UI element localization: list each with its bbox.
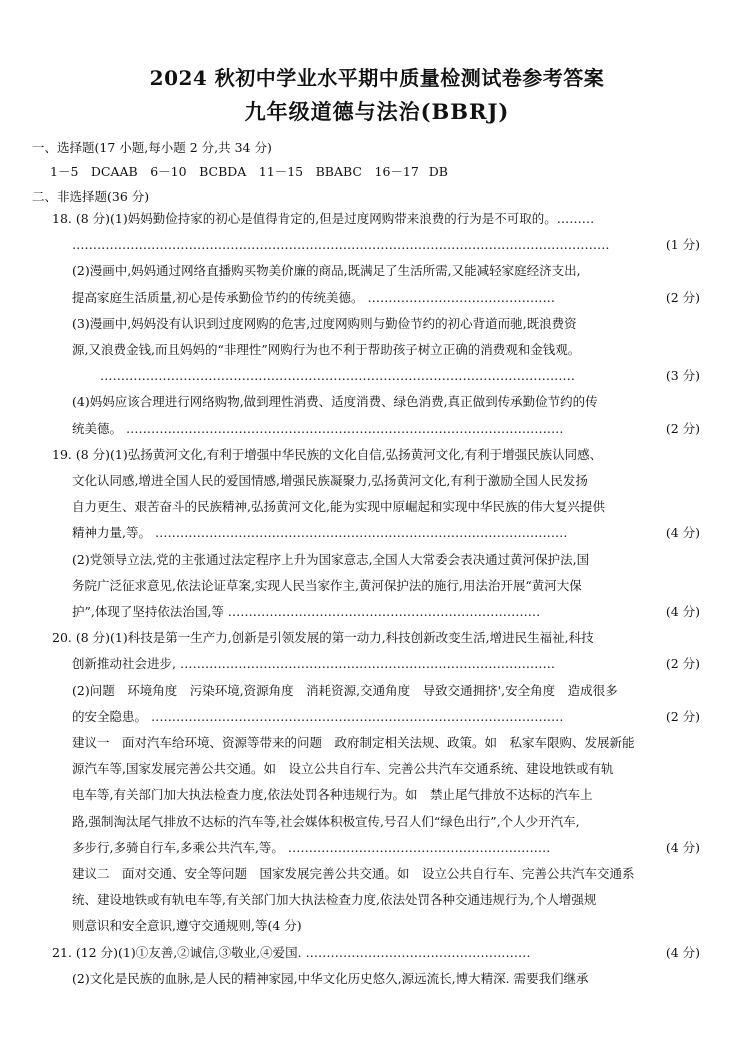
answer-text: (2)文化是民族的血脉,是人民的精神家园,中华文化历史悠久,源远流长,博大精深. 需要我们继承 — [72, 970, 589, 986]
answer-line — [52, 625, 700, 651]
answer-text: 统美德。 …………………………………………………………………………………………… — [72, 420, 564, 436]
answer-line — [72, 756, 700, 782]
answer-line — [72, 651, 700, 677]
answer-text: 源汽车等,国家发展完善公共交通。如 设立公共自行车、完善公共汽车交通系统、建设地铁或有轨 — [72, 761, 614, 777]
answer-text: 21. (12 分)(1)①友善,②诚信,③敬业,④爱国. ……………………………………………… — [52, 944, 531, 960]
answer-line — [72, 547, 700, 573]
answer-line — [72, 520, 700, 546]
answer-text: 自力更生、艰苦奋斗的民族精神,弘扬黄河文化,能为实现中原崛起和实现中华民族的伟大复兴提供 — [72, 499, 605, 515]
answer-text: 创新推动社会进步, ……………………………………………………………………………… — [72, 656, 555, 672]
answer-line — [72, 809, 700, 835]
score-label: (2 分) — [664, 704, 700, 730]
answer-text: 文化认同感,增进全国人民的爱国情感,增强民族凝聚力,弘扬黄河文化,有利于激励全国人民发扬 — [72, 473, 588, 488]
section-nonchoice-heading: 二、非选择题(36 分) — [32, 189, 150, 204]
score-label: (4 分) — [664, 835, 700, 861]
answer-line — [100, 363, 700, 389]
score-label: (2 分) — [664, 285, 700, 311]
answer-line — [72, 730, 700, 756]
answer-line — [72, 389, 700, 415]
answer-text: 精神力量,等。 ……………………………………………………………………………………… — [72, 525, 568, 541]
score-label: (2 分) — [664, 416, 700, 442]
answer-line — [52, 206, 700, 232]
answer-text: 统、建设地铁或有轨电车等,有关部门加大执法检查力度,依法处罚各种交通违规行为,个人增强规 — [72, 892, 597, 908]
answer-line — [72, 232, 700, 258]
answer-text: 20. (8 分)(1)科技是第一生产力,创新是引领发展的第一动力,科技创新改变生活,增进民生福祉,科技 — [52, 630, 594, 646]
answer-text: 建议二 面对交通、安全等问题 国家发展完善公共交通。如 设立公共自行车、完善公共汽车交通系 — [72, 866, 635, 881]
answer-text: …………………………………………………………………………………………………… — [100, 368, 575, 384]
answer-line — [72, 861, 700, 887]
answer-line — [72, 835, 700, 861]
answer-text: 提高家庭生活质量,初心是传承勤俭节约的传统美德。 ……………………………………… — [72, 289, 555, 305]
page-subtitle: 九年级道德与法治(BBRJ) — [244, 99, 510, 124]
answer-line — [72, 573, 700, 599]
page-title: 2024 秋初中学业水平期中质量检测试卷参考答案 — [149, 66, 605, 90]
score-label: (2 分) — [664, 651, 700, 677]
answer-text: (2)问题 环境角度 污染环境,资源角度 消耗资源,交通角度 导致交通拥挤',安全角度 造成很多 — [72, 682, 618, 698]
answer-text: 建议一 面对汽车给环境、资源等带来的问题 政府制定相关法规、政策。如 私家车限购、发展新能 — [72, 735, 635, 750]
answer-line — [72, 599, 700, 625]
score-label: (4 分) — [664, 520, 700, 546]
answer-line — [52, 442, 700, 468]
answer-text: 源,又浪费金钱,而且妈妈的“非理性”网购行为也不利于帮助孩子树立正确的消费观和金钱观。 — [72, 342, 581, 357]
answer-text: ………………………………………………………………………………………………………………… — [72, 237, 610, 253]
answer-line — [72, 913, 700, 939]
answer-text: 19. (8 分)(1)弘扬黄河文化,有利于增强中华民族的文化自信,弘扬黄河文化,有利于增强民族认同感、 — [52, 446, 603, 462]
score-label: (1 分) — [664, 232, 700, 258]
answer-text: 则意识和安全意识,遵守交通规则,等(4 分) — [72, 918, 302, 934]
answer-line — [72, 887, 700, 913]
answer-text: (4)妈妈应该合理进行网络购物,做到理性消费、适度消费、绿色消费,真正做到传承勤俭节约的传 — [72, 394, 598, 410]
answer-text: (2)漫画中,妈妈通过网络直播购买物美价廉的商品,既满足了生活所需,又能减轻家庭经济支出, — [72, 263, 581, 279]
answer-line — [72, 966, 700, 992]
section-choice-heading: 一、选择题(17 小题,每小题 2 分,共 34 分) — [32, 140, 272, 155]
score-label: (4 分) — [664, 599, 700, 625]
score-label: (4 分) — [664, 940, 700, 966]
answer-text: 务院广泛征求意见,依法论证草案,实现人民当家作主,黄河保护法的施行,用法治开展“黄河大保 — [72, 577, 582, 593]
answer-text: 的安全隐患。 ……………………………………………………………………………………… — [72, 708, 564, 724]
answer-text: 护”,体现了坚持依法治国,等 ………………………………………………………………… — [72, 604, 541, 619]
answer-line — [72, 416, 700, 442]
answer-line — [72, 678, 700, 704]
answer-text: 多步行,多骑自行车,多乘公共汽车,等。 ……………………………………………………… — [72, 839, 551, 855]
answer-text: 18. (8 分)(1)妈妈勤俭持家的初心是值得肯定的,但是过度网购带来浪费的行为是不可取的。……… — [52, 211, 595, 226]
answer-text: (3)漫画中,妈妈没有认识到过度网购的危害,过度网购则与勤俭节约的初心背道而驰,既浪费资 — [72, 315, 577, 331]
answer-line — [72, 285, 700, 311]
answer-line — [72, 782, 700, 808]
answer-line — [72, 337, 700, 363]
score-label: (3 分) — [664, 363, 700, 389]
answer-line — [72, 468, 700, 494]
choice-answers: 1－5 DCAAB 6－10 BCBDA 11－15 BBABC 16－17 DB — [50, 164, 448, 179]
answer-line — [72, 494, 700, 520]
answer-text: 电车等,有关部门加大执法检查力度,依法处罚各种违规行为。如 禁止尾气排放不达标的汽车上 — [72, 787, 593, 803]
answer-text: (2)党领导立法,党的主张通过法定程序上升为国家意志,全国人大常委会表决通过黄河保护法,国 — [72, 551, 590, 567]
answer-line — [72, 258, 700, 284]
answer-line — [72, 311, 700, 337]
answer-line — [52, 940, 700, 966]
answer-text: 路,强制淘汰尾气排放不达标的汽车等,社会媒体积极宣传,号召人们“绿色出行”,个人少开汽车, — [72, 813, 580, 829]
answer-line — [72, 704, 700, 730]
